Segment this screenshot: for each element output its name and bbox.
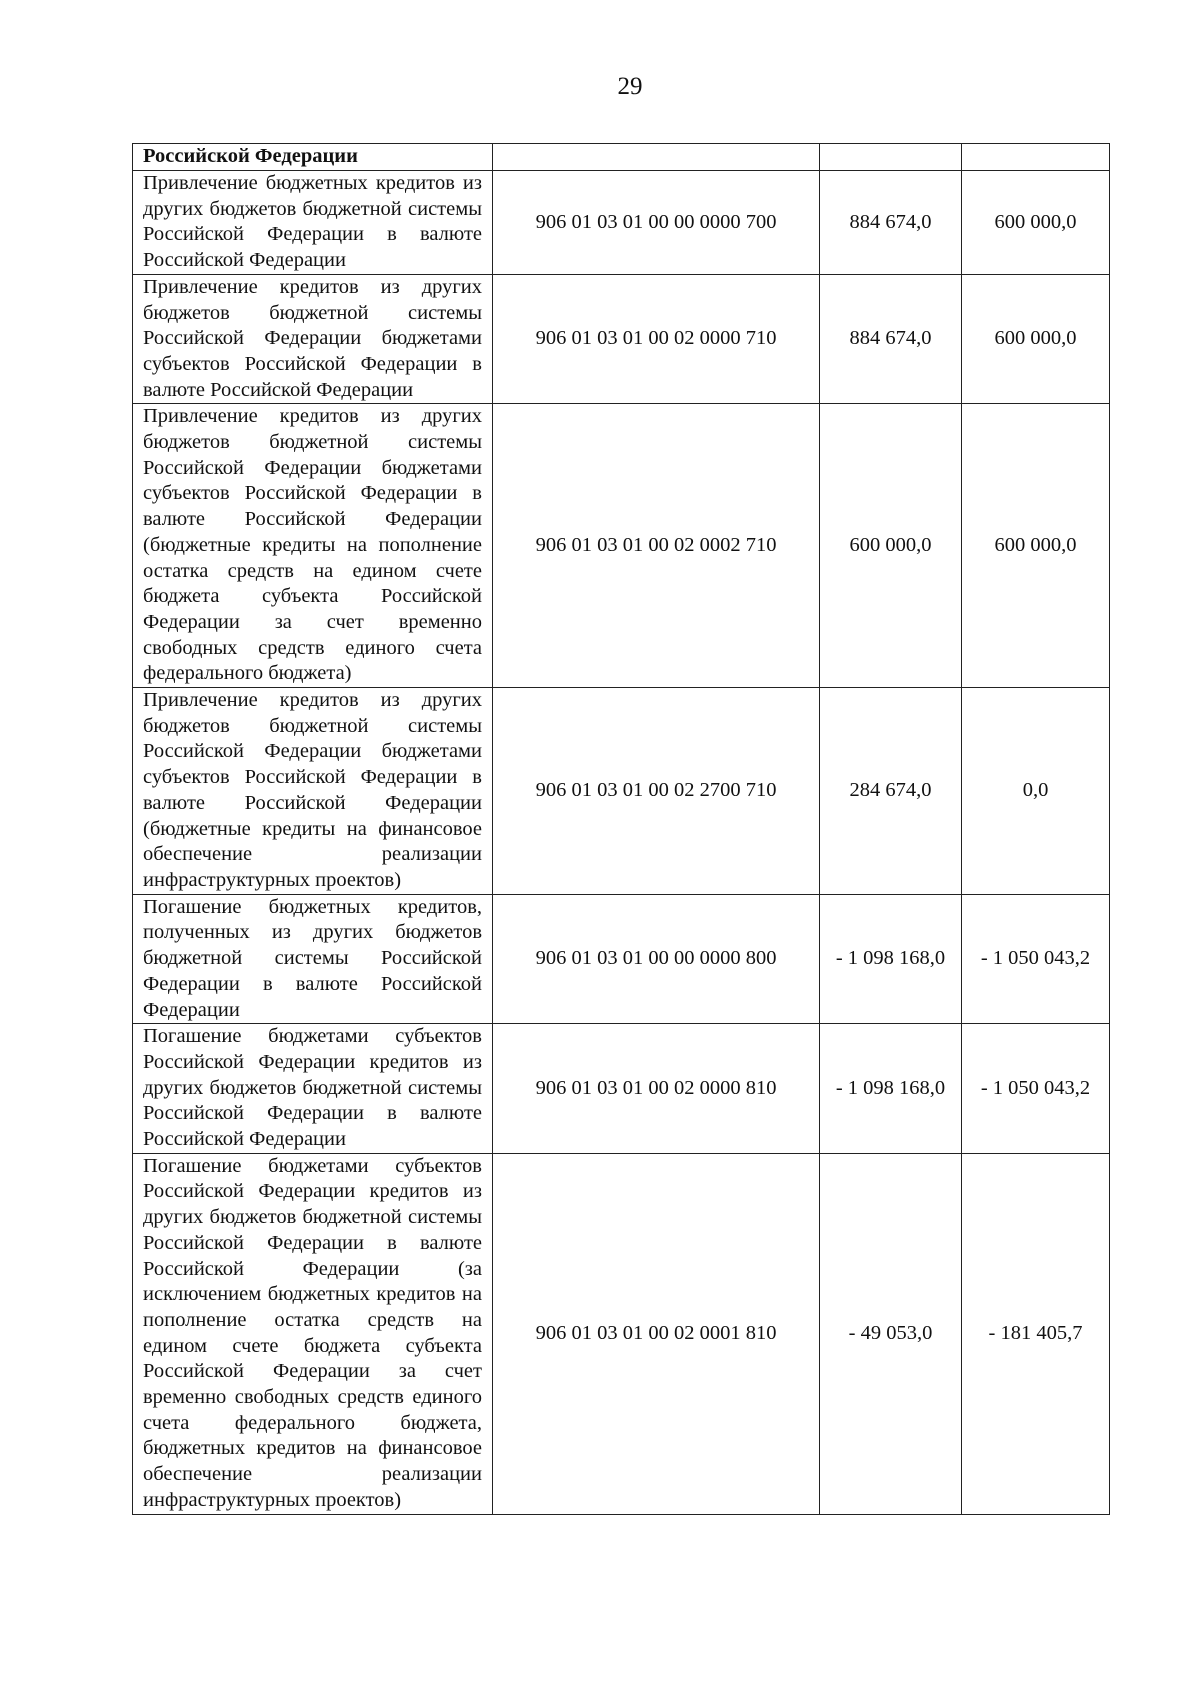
row-name: Погашение бюджетами субъектов Российской Федерации кредитов из других бюджетов бюджетной системы Российской Федерации в валюте Российской Федерации	[133, 1024, 493, 1154]
empty-cell	[493, 144, 820, 171]
table-row	[133, 1153, 1110, 1514]
page-number: 29	[617, 73, 643, 100]
table-row	[133, 274, 1110, 404]
table-row-continuation	[133, 144, 1110, 171]
row-name: Погашение бюджетами субъектов Российской Федерации кредитов из других бюджетов бюджетной системы Российской Федерации в валюте Российской Федерации (за исключением бюджетных кредитов на пополнение остатка средств на едином счете бюджета субъекта Российской Федерации за счет временно свободных средств единого счета федерального бюджета, бюджетных кредитов на финансовое обеспечение реализации инфраструктурных проектов)	[133, 1153, 493, 1514]
value-column-2: - 1 050 043,2	[962, 1024, 1110, 1154]
empty-cell	[820, 144, 962, 171]
value-column-2: 0,0	[962, 688, 1110, 895]
budget-code: 906 01 03 01 00 00 0000 800	[493, 894, 820, 1024]
value-column-1: - 49 053,0	[820, 1153, 962, 1514]
row-name: Привлечение кредитов из других бюджетов бюджетной системы Российской Федерации бюджетами субъектов Российской Федерации в валюте Российской Федерации (бюджетные кредиты на пополнение остатка средств на едином счете бюджета субъекта Российской Федерации за счет временно свободных средств единого счета федерального бюджета)	[133, 404, 493, 688]
value-column-1: 884 674,0	[820, 171, 962, 275]
row-name: Привлечение бюджетных кредитов из других бюджетов бюджетной системы Российской Федерации в валюте Российской Федерации	[133, 171, 493, 275]
budget-sources-table	[132, 143, 1110, 1515]
budget-code: 906 01 03 01 00 02 0001 810	[493, 1153, 820, 1514]
continuation-label: Российской Федерации	[133, 144, 493, 171]
budget-code: 906 01 03 01 00 00 0000 700	[493, 171, 820, 275]
value-column-2: 600 000,0	[962, 274, 1110, 404]
value-column-1: - 1 098 168,0	[820, 894, 962, 1024]
table-row	[133, 894, 1110, 1024]
budget-code: 906 01 03 01 00 02 0000 810	[493, 1024, 820, 1154]
row-name: Привлечение кредитов из других бюджетов бюджетной системы Российской Федерации бюджетами субъектов Российской Федерации в валюте Российской Федерации	[133, 274, 493, 404]
budget-code: 906 01 03 01 00 02 2700 710	[493, 688, 820, 895]
value-column-2: - 181 405,7	[962, 1153, 1110, 1514]
value-column-1: 600 000,0	[820, 404, 962, 688]
value-column-2: 600 000,0	[962, 171, 1110, 275]
value-column-1: - 1 098 168,0	[820, 1024, 962, 1154]
table-row	[133, 688, 1110, 895]
empty-cell	[962, 144, 1110, 171]
row-name: Погашение бюджетных кредитов, полученных из других бюджетов бюджетной системы Российской Федерации в валюте Российской Федерации	[133, 894, 493, 1024]
table-row	[133, 404, 1110, 688]
value-column-2: - 1 050 043,2	[962, 894, 1110, 1024]
table-row	[133, 1024, 1110, 1154]
budget-code: 906 01 03 01 00 02 0002 710	[493, 404, 820, 688]
value-column-1: 884 674,0	[820, 274, 962, 404]
row-name: Привлечение кредитов из других бюджетов бюджетной системы Российской Федерации бюджетами субъектов Российской Федерации в валюте Российской Федерации (бюджетные кредиты на финансовое обеспечение реализации инфраструктурных проектов)	[133, 688, 493, 895]
budget-code: 906 01 03 01 00 02 0000 710	[493, 274, 820, 404]
table-row	[133, 171, 1110, 275]
value-column-2: 600 000,0	[962, 404, 1110, 688]
value-column-1: 284 674,0	[820, 688, 962, 895]
